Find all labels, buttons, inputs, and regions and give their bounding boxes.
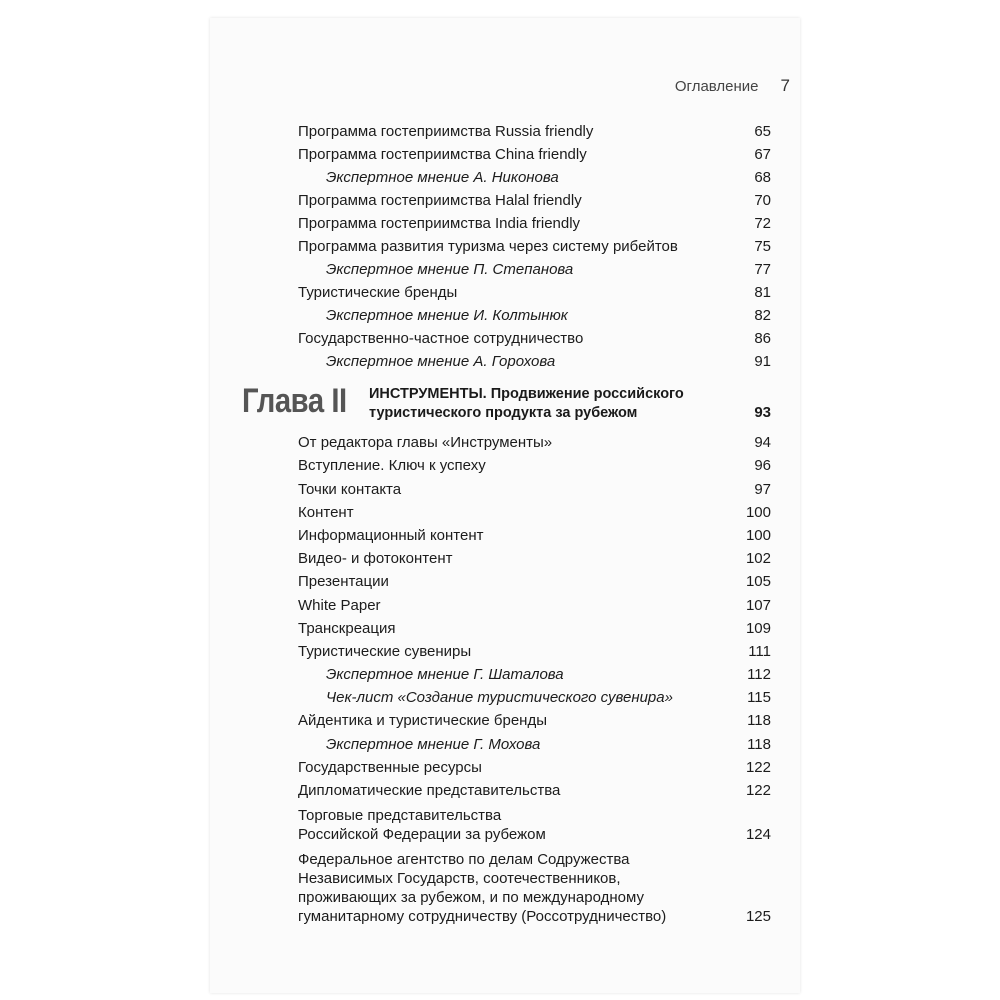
toc-entry-title: Вступление. Ключ к успеху xyxy=(298,457,486,475)
toc-entry xyxy=(298,707,771,730)
toc-entry-title-line: проживающих за рубежом, и по международному xyxy=(298,889,644,906)
toc-entry-title: Дипломатические представительства xyxy=(298,782,561,799)
running-head xyxy=(640,76,790,96)
toc-entry-title: Экспертное мнение А. Никонова xyxy=(326,169,559,186)
toc-entry xyxy=(298,325,771,348)
toc-entry-page: 94 xyxy=(754,434,771,452)
toc-entry xyxy=(298,684,771,707)
chapter-label: Глава II xyxy=(242,382,347,420)
toc-entry-page: 70 xyxy=(754,192,771,209)
toc-entry xyxy=(298,141,771,164)
toc-entry-title-line: Торговые представительства xyxy=(298,807,502,824)
toc-entry-page: 124 xyxy=(745,826,771,843)
toc-entry xyxy=(298,661,771,684)
toc-entry-title: Транскреация xyxy=(298,619,396,637)
toc-entry-page: 81 xyxy=(754,284,771,301)
toc-entry xyxy=(298,452,771,475)
toc-entry-page: 125 xyxy=(745,908,771,925)
toc-entry-title-line: Независимых Государств, соотечественников, xyxy=(298,870,621,887)
toc-entry-title-line: Российской Федерации за рубежом xyxy=(298,826,546,843)
toc-entry-page: 68 xyxy=(754,169,771,186)
toc-entry xyxy=(298,545,771,568)
toc-entry-multiline xyxy=(298,806,771,844)
toc-entry-page: 107 xyxy=(745,596,771,614)
toc-entry-page: 91 xyxy=(754,353,771,370)
toc-entry-page: 115 xyxy=(747,689,771,707)
toc-part-1 xyxy=(298,118,771,371)
toc-entry xyxy=(298,302,771,325)
toc-entry-title: Информационный контент xyxy=(298,526,484,544)
toc-entry xyxy=(298,522,771,545)
chapter-title-line-2: туристического продукта за рубежом xyxy=(369,405,638,421)
toc-part-2 xyxy=(298,429,771,800)
toc-entry-title: Программа гостеприимства Halal friendly xyxy=(298,192,582,209)
toc-entry xyxy=(298,499,771,522)
table-of-contents xyxy=(242,118,771,926)
toc-entry-title: Экспертное мнение А. Горохова xyxy=(326,353,556,370)
toc-entry xyxy=(298,615,771,638)
toc-entry-title: Точки контакта xyxy=(298,480,402,498)
toc-entry-title: От редактора главы «Инструменты» xyxy=(298,434,553,452)
toc-entry-title: Айдентика и туристические бренды xyxy=(298,712,548,730)
toc-entry-title xyxy=(298,806,731,844)
chapter-page: 93 xyxy=(754,404,771,421)
toc-entry xyxy=(298,256,771,279)
toc-entry xyxy=(298,279,771,302)
toc-entry-page: 109 xyxy=(745,619,771,637)
toc-entry xyxy=(298,475,771,498)
toc-entry-title: Экспертное мнение Г. Мохова xyxy=(326,735,541,753)
toc-entry-page: 122 xyxy=(745,758,771,776)
toc-entry-title: Туристические сувениры xyxy=(298,642,472,660)
toc-entry-page: 118 xyxy=(747,735,771,753)
toc-entry-title-line: гуманитарному сотрудничеству (Россотрудничество) xyxy=(298,908,667,925)
toc-entry-page: 82 xyxy=(754,307,771,324)
toc-entry-page: 102 xyxy=(745,550,771,568)
toc-entry-page: 97 xyxy=(754,480,771,498)
section-title: Оглавление xyxy=(674,78,759,95)
toc-entry-page: 112 xyxy=(747,666,771,684)
toc-entry-title: Видео- и фотоконтент xyxy=(298,550,453,568)
toc-entry xyxy=(298,777,771,800)
toc-entry xyxy=(298,638,771,661)
toc-entry-title: Государственные ресурсы xyxy=(298,758,482,776)
toc-entry-page: 75 xyxy=(754,238,771,255)
toc-entry xyxy=(298,187,771,210)
toc-entry-title: Экспертное мнение П. Степанова xyxy=(326,261,574,278)
toc-entry-title: Презентации xyxy=(298,573,389,591)
toc-entry-title: Программа развития туризма через систему рибейтов xyxy=(298,238,678,255)
toc-part-3 xyxy=(298,806,771,926)
toc-entry-page: 100 xyxy=(745,526,771,544)
toc-entry-title: White Paper xyxy=(298,596,381,614)
toc-entry xyxy=(298,210,771,233)
toc-entry xyxy=(298,730,771,753)
toc-entry-title-line: Федеральное агентство по делам Содружества xyxy=(298,851,630,868)
toc-entry xyxy=(298,754,771,777)
chapter-title xyxy=(369,385,729,423)
toc-entry-page: 65 xyxy=(754,123,771,140)
toc-entry xyxy=(298,591,771,614)
toc-entry-page: 72 xyxy=(754,215,771,232)
toc-entry xyxy=(298,164,771,187)
toc-entry-page: 96 xyxy=(754,457,771,475)
toc-entry-page: 105 xyxy=(745,573,771,591)
toc-entry-page: 111 xyxy=(748,642,771,660)
toc-entry-title: Чек-лист «Создание туристического сувенира» xyxy=(326,689,673,707)
toc-entry-page: 100 xyxy=(745,503,771,521)
toc-entry xyxy=(298,348,771,371)
toc-entry-page: 118 xyxy=(747,712,771,730)
toc-entry-page: 122 xyxy=(745,782,771,799)
toc-entry-title: Контент xyxy=(298,503,354,521)
toc-entry-title: Программа гостеприимства India friendly xyxy=(298,215,581,232)
toc-entry-page: 86 xyxy=(754,330,771,347)
page-number: 7 xyxy=(780,76,790,95)
chapter-heading xyxy=(242,379,771,429)
toc-entry-title xyxy=(298,850,731,926)
toc-entry-multiline xyxy=(298,850,771,926)
toc-entry-title: Туристические бренды xyxy=(298,284,458,301)
chapter-title-line-1: ИНСТРУМЕНТЫ. Продвижение российского xyxy=(369,386,684,402)
toc-entry-page: 67 xyxy=(754,146,771,163)
toc-entry xyxy=(298,233,771,256)
toc-entry-title: Экспертное мнение И. Колтынюк xyxy=(326,307,568,324)
toc-entry-title: Экспертное мнение Г. Шаталова xyxy=(326,666,564,684)
toc-entry-title: Программа гостеприимства China friendly xyxy=(298,146,587,163)
toc-entry xyxy=(298,429,771,452)
toc-entry-title: Программа гостеприимства Russia friendly xyxy=(298,123,594,140)
toc-entry xyxy=(298,568,771,591)
toc-entry-title: Государственно-частное сотрудничество xyxy=(298,330,584,347)
toc-entry xyxy=(298,118,771,141)
toc-entry-page: 77 xyxy=(754,261,771,278)
